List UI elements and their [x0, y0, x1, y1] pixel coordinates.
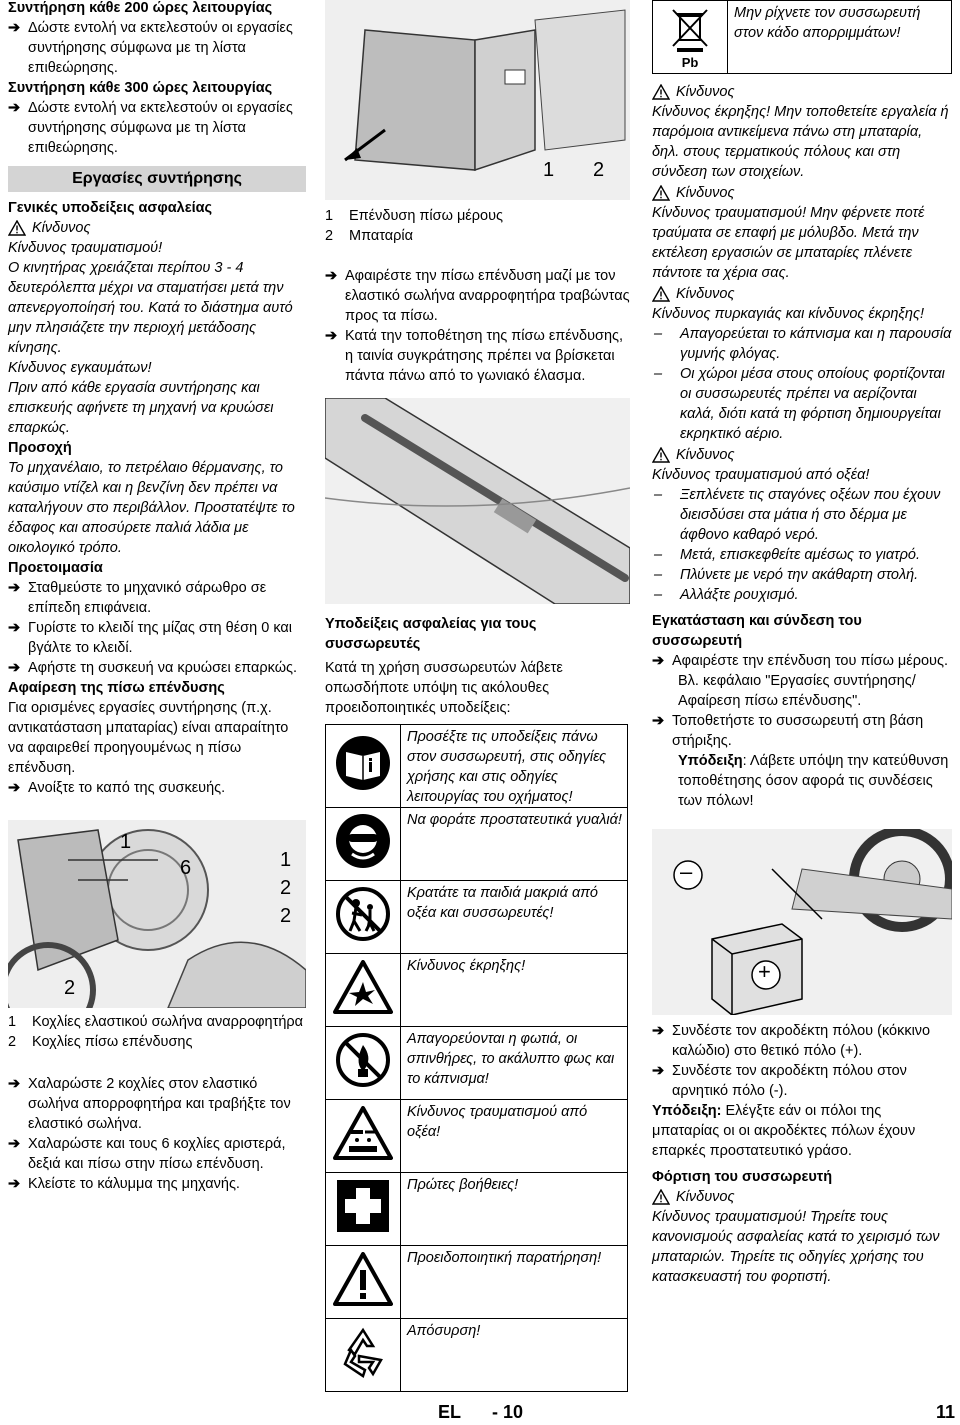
sign-icon-cell [326, 1173, 401, 1246]
section-band: Εργασίες συντήρησης [8, 166, 306, 192]
footer-page-ref: - 10 [492, 1402, 524, 1422]
table-row [326, 808, 628, 881]
column-left [8, 0, 306, 1194]
danger-heading: Κίνδυνος [8, 218, 306, 238]
pb-label: Pb [681, 55, 699, 70]
step: ➔ Χαλαρώστε και τους 6 κοχλίες αριστερά, δεξιά και πίσω στην πίσω επένδυση. [8, 1136, 286, 1172]
sign-icon-cell [326, 1319, 401, 1392]
sign-icon-cell [326, 1246, 401, 1319]
bracket-figure [325, 398, 630, 604]
warning-triangle-icon [8, 220, 26, 236]
caution-title: Προσοχή [8, 440, 72, 456]
plus-pole-icon: + [758, 959, 771, 984]
table-row [326, 954, 628, 1027]
legend-item: 1 Κοχλίες ελαστικού σωλήνα αναρροφητήρα [8, 1014, 304, 1030]
legend-item: 1 Επένδυση πίσω μέρους [325, 208, 504, 224]
battery-intro: Κατά τη χρήση συσσωρευτών λάβετε οπωσδήποτε υπόψη τις ακόλουθες προειδοποιητικές υποδείξεις: [325, 660, 563, 716]
remove-text: Για ορισμένες εργασίες συντήρησης (π.χ. αντικατάσταση μπαταρίας) είναι απαραίτητο να αφαιρεθεί προηγουμένως η πίσω επένδυση. [8, 700, 289, 776]
arrow-icon: ➔ [325, 328, 338, 344]
remove-step: ➔ Ανοίξτε το καπό της συσκευής. [8, 780, 226, 796]
arrow-icon: ➔ [8, 1136, 21, 1152]
sign-text: Κίνδυνος τραυματισμού από οξέα! [401, 1100, 628, 1173]
figure-label: 1 [543, 159, 555, 181]
burns-title: Κίνδυνος εγκαυμάτων! [8, 360, 152, 376]
warning-triangle-icon [652, 84, 670, 100]
table-row [326, 1100, 628, 1173]
prep-step: ➔ Αφήστε τη συσκευή να κρυώσει επαρκώς. [8, 660, 298, 676]
bracket-illustration [325, 398, 630, 604]
table-row [326, 1027, 628, 1100]
first-aid-icon [335, 1178, 391, 1234]
maintenance-200-title: Συντήρηση κάθε 200 ώρες λειτουργίας [8, 0, 273, 16]
step: ➔ Αφαιρέστε την πίσω επένδυση μαζί με τον ελαστικό σωλήνα αναρροφητήρα τραβώντας προς τα πίσω. [325, 268, 630, 324]
arrow-icon: ➔ [652, 713, 665, 729]
danger-text: Κίνδυνος τραυματισμού! Τηρείτε τους κανονισμούς ασφαλείας κατά το χειρισμό των μπαταριών. Τηρείτε τις οδηγίες χρήσης του κατασκευαστή του φορτιστή. [652, 1209, 940, 1285]
sign-text: Μην ρίχνετε τον συσσωρευτή στον κάδο απορριμμάτων! [728, 1, 952, 74]
sign-text: Απόσυρση! [401, 1319, 628, 1392]
legend-item: 2 Μπαταρία [325, 228, 414, 244]
rear-cover-figure [325, 0, 630, 200]
engine-figure [8, 820, 306, 1008]
arrow-icon: ➔ [8, 20, 21, 36]
install-title: Εγκατάσταση και σύνδεση του συσσωρευτή [652, 613, 862, 649]
dash-item: – Πλύνετε με νερό την ακάθαρτη στολή. [654, 567, 919, 583]
footer-language: EL [438, 1402, 462, 1422]
rear-cover-illustration [325, 0, 630, 200]
battery-figure [652, 829, 952, 1015]
caution-text: Το μηχανέλαιο, το πετρέλαιο θέρμανσης, το καύσιμο ντίζελ και η βενζίνη δεν πρέπει να καταλήγουν στο περιβάλλον. Προστατέψτε το έδαφος και αποσύρετε παλιά λάδια με οικολογικό τρόπο. [8, 460, 295, 556]
manual-icon [334, 734, 392, 792]
sign-icon-cell [326, 1100, 401, 1173]
arrow-icon: ➔ [652, 1023, 665, 1039]
danger-text: Κίνδυνος πυρκαγιάς και κίνδυνος έκρηξης! [652, 306, 925, 322]
arrow-icon: ➔ [652, 1063, 665, 1079]
step: ➔ Χαλαρώστε 2 κοχλίες στον ελαστικό σωλήνα απορροφητήρα και τραβήξτε τον ελαστικό σωλήνα. [8, 1076, 291, 1132]
step: ➔ Συνδέστε τον ακροδέκτη πόλου στον αρνητικό πόλο (-). [652, 1063, 907, 1099]
step: ➔ Συνδέστε τον ακροδέκτη πόλου (κόκκινο καλώδιο) στο θετικό πόλο (+). [652, 1023, 931, 1059]
warning-icon [333, 1252, 393, 1306]
figure-label: 1 [280, 849, 292, 871]
battery-illustration [652, 829, 952, 1015]
sign-icon-cell [653, 1, 728, 74]
connect-hint: Υπόδειξη: Ελέγξτε εάν οι πόλοι της μπαταρίας οι οι ακροδέκτες πόλων έχουν επαρκές προστατευτικό γράσο. [652, 1103, 916, 1159]
arrow-icon: ➔ [8, 1176, 21, 1192]
prep-step: ➔ Γυρίστε το κλειδί της μίζας στη θέση 0 και βγάλτε το κλειδί. [8, 620, 292, 656]
step: ➔ Κλείστε το κάλυμμα της μηχανής. [8, 1176, 240, 1192]
remove-title: Αφαίρεση της πίσω επένδυσης [8, 680, 225, 696]
arrow-icon: ➔ [8, 1076, 21, 1092]
maintenance-200-step: ➔ Δώστε εντολή να εκτελεστούν οι εργασίες συντήρησης σύμφωνα με τη λίστα επιθεώρησης. [8, 20, 293, 76]
chapter-reference: Βλ. κεφάλαιο "Εργασίες συντήρησης/ Αφαίρεση πίσω επένδυσης". [678, 673, 916, 709]
bin-sign-table [652, 0, 952, 74]
step: ➔ Τοποθετήστε το συσσωρευτή στη βάση στήριξης. [652, 713, 924, 749]
prep-title: Προετοιμασία [8, 560, 103, 576]
danger-heading: Κίνδυνος [652, 284, 952, 304]
dash-item: – Μετά, επισκεφθείτε αμέσως το γιατρό. [654, 547, 920, 563]
sign-text: Προειδοποιητική παρατήρηση! [401, 1246, 628, 1319]
engine-illustration [8, 820, 306, 1008]
arrow-icon: ➔ [8, 580, 21, 596]
step: ➔ Αφαιρέστε την επένδυση του πίσω μέρους. [652, 653, 949, 669]
sign-icon-cell [326, 954, 401, 1027]
injury-text: Κίνδυνος τραυματισμού! [8, 240, 163, 256]
sign-icon-cell [326, 808, 401, 881]
no-fire-icon [334, 1031, 392, 1089]
figure-label: 2 [280, 877, 292, 899]
sign-text: Πρώτες βοήθειες! [401, 1173, 628, 1246]
dash-item: – Απαγορεύεται το κάπνισμα και η παρουσία γυμνής φλόγας. [654, 326, 952, 362]
table-row [326, 1173, 628, 1246]
recycle-icon [335, 1324, 391, 1380]
step: ➔ Κατά την τοποθέτηση της πίσω επένδυσης, η ταινία συγκράτησης πρέπει να βρίσκεται πάντα πάνω από το γωνιακό έλασμα. [325, 328, 624, 384]
arrow-icon: ➔ [325, 268, 338, 284]
crossed-bin-icon [665, 4, 715, 54]
warning-triangle-icon [652, 185, 670, 201]
install-hint: Υπόδειξη: Λάβετε υπόψη την κατεύθυνση τοποθέτησης όσον αφορά τις συνδέσεις των πόλων! [678, 753, 949, 809]
arrow-icon: ➔ [8, 620, 21, 636]
goggles-icon [334, 812, 392, 870]
column-right [652, 0, 952, 1287]
battery-signs-table [325, 724, 628, 1392]
danger-heading: Κίνδυνος [652, 1187, 952, 1207]
sign-text: Κρατάτε τα παιδιά μακριά από οξέα και συσσωρευτές! [401, 881, 628, 954]
danger-text: Κίνδυνος τραυματισμού από οξέα! [652, 467, 870, 483]
warning-triangle-icon [652, 286, 670, 302]
warning-triangle-icon [652, 1189, 670, 1205]
table-row [326, 1246, 628, 1319]
warning-triangle-icon [652, 447, 670, 463]
table-row [326, 1319, 628, 1392]
sign-text: Προσέξτε τις υποδείξεις πάνω στον συσσωρευτή, στις οδηγίες χρήσης και στις οδηγίες λειτουργίας του οχήματος! [401, 725, 628, 808]
dash-item: – Αλλάξτε ρουχισμό. [654, 587, 799, 603]
legend-item: 2 Κοχλίες πίσω επένδυσης [8, 1034, 193, 1050]
dash-item: – Οι χώροι μέσα στους οποίους φορτίζονται οι συσσωρευτές πρέπει να αερίζονται καλά, διότι κατά τη φόρτιση δημιουργείται εκρηκτικό αέριο. [654, 366, 945, 442]
sign-text: Απαγορεύονται η φωτιά, οι σπινθήρες, το ακάλυπτο φως και το κάπνισμα! [401, 1027, 628, 1100]
danger-heading: Κίνδυνος [652, 82, 952, 102]
arrow-icon: ➔ [8, 780, 21, 796]
sign-icon-cell [326, 725, 401, 808]
maintenance-300-step: ➔ Δώστε εντολή να εκτελεστούν οι εργασίες συντήρησης σύμφωνα με τη λίστα επιθεώρησης. [8, 100, 293, 156]
minus-pole-icon: – [680, 859, 693, 884]
figure-label: 2 [280, 905, 292, 927]
battery-safety-title: Υποδείξεις ασφαλείας για τους συσσωρευτές [325, 616, 537, 652]
column-middle [325, 0, 630, 1392]
danger-heading: Κίνδυνος [652, 445, 952, 465]
dash-item: – Ξεπλένετε τις σταγόνες οξέων που έχουν διεισδύσει στα μάτια ή στο δέρμα με άφθονο καθαρό νερό. [654, 487, 941, 543]
arrow-icon: ➔ [8, 100, 21, 116]
table-row [653, 1, 952, 74]
figure-label: 2 [64, 977, 76, 999]
explosion-icon [333, 960, 393, 1014]
acid-icon [333, 1106, 393, 1160]
footer-page-number: 11 [936, 1402, 956, 1422]
danger-text: Κίνδυνος τραυματισμού! Μην φέρνετε ποτέ τραύματα σε επαφή με μόλυβδο. Μετά την εκτέλεση εργασιών σε μπαταρίες πλένετε πάντοτε τα χέρια σας. [652, 205, 925, 281]
children-prohibited-icon [334, 885, 392, 943]
charge-title: Φόρτιση του συσσωρευτή [652, 1169, 833, 1185]
sign-icon-cell [326, 1027, 401, 1100]
sign-text: Να φοράτε προστατευτικά γυαλιά! [401, 808, 628, 881]
maintenance-300-title: Συντήρηση κάθε 300 ώρες λειτουργίας [8, 80, 273, 96]
motor-text: Ο κινητήρας χρειάζεται περίπου 3 - 4 δευτερόλεπτα μέχρι να σταματήσει μετά την απενεργοποίησή του. Κατά το διάστημα αυτό μην πλησιάζετε την περιοχή μετάδοσης κίνησης. [8, 260, 293, 356]
figure-label: 6 [180, 857, 192, 879]
sign-text: Κίνδυνος έκρηξης! [401, 954, 628, 1027]
danger-text: Κίνδυνος έκρηξης! Μην τοποθετείτε εργαλεία ή παρόμοια αντικείμενα πάνω στη μπαταρία, δηλ. στους τερματικούς πόλους και στη σύνδεση των στοιχείων. [652, 104, 949, 180]
danger-heading: Κίνδυνος [652, 183, 952, 203]
burns-text: Πριν από κάθε εργασία συντήρησης και επισκευής αφήνετε τη μηχανή να κρυώσει επαρκώς. [8, 380, 274, 436]
arrow-icon: ➔ [652, 653, 665, 669]
arrow-icon: ➔ [8, 660, 21, 676]
figure-label: 1 [120, 831, 132, 853]
sign-icon-cell [326, 881, 401, 954]
prep-step: ➔ Σταθμεύστε το μηχανικό σάρωθρο σε επίπεδη επιφάνεια. [8, 580, 267, 616]
table-row [326, 725, 628, 808]
safety-title: Γενικές υποδείξεις ασφαλείας [8, 200, 213, 216]
table-row [326, 881, 628, 954]
figure-label: 2 [593, 159, 605, 181]
